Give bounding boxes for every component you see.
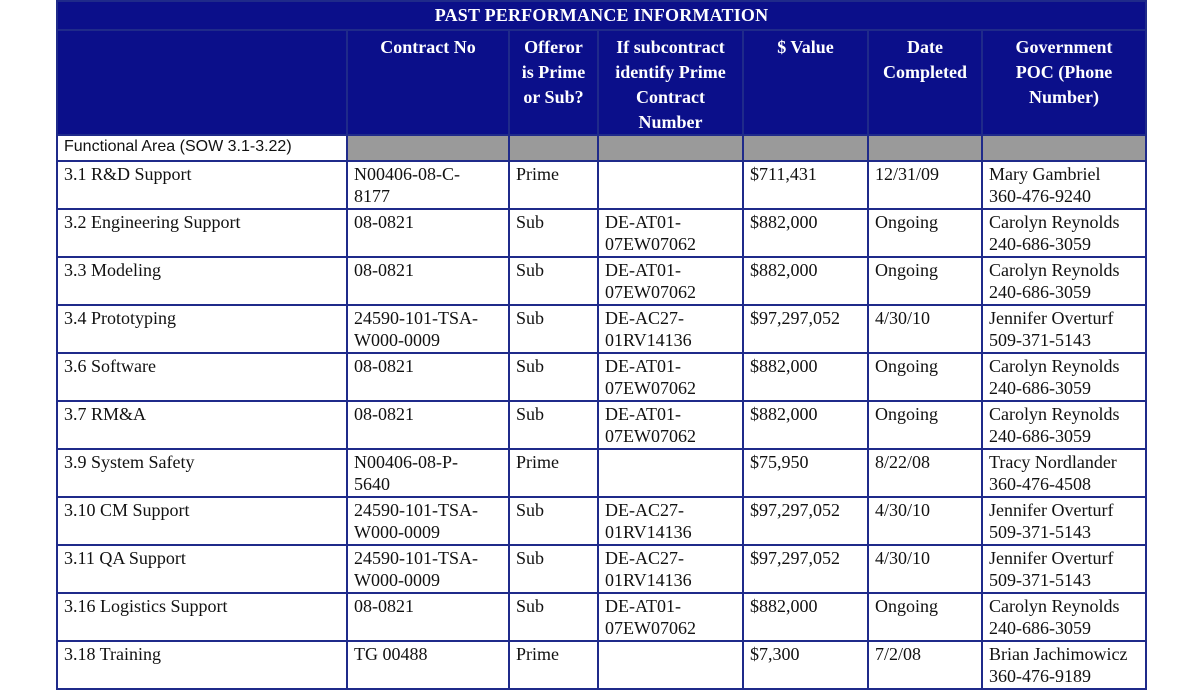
- value-cell: [743, 209, 868, 257]
- government-poc-cell: [982, 545, 1146, 593]
- prime-contract-cell: [598, 449, 743, 497]
- offeror-role-text: Sub: [516, 212, 545, 232]
- date-completed-text: 12/31/09: [875, 164, 940, 184]
- shaded-cell: [347, 135, 509, 161]
- contract-no-line: 24590-101-TSA-: [354, 308, 478, 328]
- prime-contract-cell: [598, 641, 743, 689]
- prime-contract-cell: [598, 353, 743, 401]
- prime-contract-line: 07EW07062: [605, 378, 696, 398]
- header-text-line: Offeror: [524, 37, 583, 57]
- date-completed-cell: [868, 305, 982, 353]
- date-completed-cell: [868, 545, 982, 593]
- value-text: $882,000: [750, 404, 818, 424]
- date-completed-cell: [868, 401, 982, 449]
- functional-area-cell: [57, 161, 347, 209]
- value-text: $97,297,052: [750, 500, 840, 520]
- contract-no-line: W000-0009: [354, 330, 440, 350]
- prime-contract-cell: [598, 401, 743, 449]
- contract-no-cell: [347, 497, 509, 545]
- government-poc-cell: [982, 305, 1146, 353]
- poc-name: Carolyn Reynolds: [989, 596, 1120, 616]
- value-cell: [743, 593, 868, 641]
- date-completed-text: 7/2/08: [875, 644, 922, 664]
- contract-no-line: W000-0009: [354, 522, 440, 542]
- poc-name: Carolyn Reynolds: [989, 212, 1120, 232]
- prime-contract-cell: [598, 209, 743, 257]
- header-text-line: Government: [1015, 37, 1113, 57]
- functional-area-row: [57, 135, 1146, 161]
- contract-no-line: TG 00488: [354, 644, 428, 664]
- header-value: [743, 30, 868, 135]
- prime-contract-line: DE-AT01-: [605, 404, 681, 424]
- shaded-cell: [743, 135, 868, 161]
- functional-area-cell: [57, 305, 347, 353]
- poc-phone: 509-371-5143: [989, 570, 1091, 590]
- value-cell: [743, 401, 868, 449]
- header-text-line: Contract No: [380, 37, 476, 57]
- value-cell: [743, 449, 868, 497]
- poc-name: Carolyn Reynolds: [989, 260, 1120, 280]
- prime-contract-line: DE-AT01-: [605, 212, 681, 232]
- value-text: $7,300: [750, 644, 800, 664]
- date-completed-text: 4/30/10: [875, 308, 931, 328]
- contract-no-cell: [347, 401, 509, 449]
- contract-no-line: W000-0009: [354, 570, 440, 590]
- past-performance-table: [56, 0, 1147, 690]
- prime-contract-line: 07EW07062: [605, 426, 696, 446]
- prime-contract-cell: [598, 545, 743, 593]
- offeror-role-text: Sub: [516, 548, 545, 568]
- contract-no-line: 08-0821: [354, 260, 414, 280]
- value-cell: [743, 305, 868, 353]
- prime-contract-cell: [598, 593, 743, 641]
- functional-area-cell: [57, 401, 347, 449]
- poc-phone: 240-686-3059: [989, 378, 1091, 398]
- date-completed-cell: [868, 449, 982, 497]
- poc-phone: 509-371-5143: [989, 522, 1091, 542]
- poc-phone: 240-686-3059: [989, 282, 1091, 302]
- shaded-cell: [982, 135, 1146, 161]
- contract-no-line: 24590-101-TSA-: [354, 548, 478, 568]
- offeror-role-cell: [509, 161, 598, 209]
- contract-no-line: 8177: [354, 186, 390, 206]
- header-text-line: identify Prime: [615, 62, 726, 82]
- value-cell: [743, 497, 868, 545]
- header-text-line: POC (Phone: [1015, 62, 1113, 82]
- value-text: $882,000: [750, 260, 818, 280]
- date-completed-cell: [868, 257, 982, 305]
- value-cell: [743, 161, 868, 209]
- government-poc-cell: [982, 209, 1146, 257]
- shaded-cell: [868, 135, 982, 161]
- table-row: [57, 545, 1146, 593]
- functional-area-text: 3.7 RM&A: [64, 404, 147, 424]
- header-text-line: $ Value: [777, 37, 834, 57]
- poc-phone: 360-476-9240: [989, 186, 1091, 206]
- offeror-role-text: Sub: [516, 356, 545, 376]
- value-text: $882,000: [750, 356, 818, 376]
- offeror-role-cell: [509, 641, 598, 689]
- poc-name: Jennifer Overturf: [989, 308, 1114, 328]
- header-text-line: Number: [638, 112, 703, 132]
- poc-phone: 240-686-3059: [989, 426, 1091, 446]
- date-completed-text: Ongoing: [875, 212, 938, 232]
- contract-no-cell: [347, 257, 509, 305]
- header-text-line: or Sub?: [523, 87, 584, 107]
- offeror-role-cell: [509, 449, 598, 497]
- table-row: [57, 257, 1146, 305]
- prime-contract-cell: [598, 161, 743, 209]
- functional-area-text: 3.11 QA Support: [64, 548, 186, 568]
- prime-contract-cell: [598, 257, 743, 305]
- value-cell: [743, 641, 868, 689]
- functional-area-cell: [57, 353, 347, 401]
- functional-area-text: 3.9 System Safety: [64, 452, 195, 472]
- contract-no-line: 08-0821: [354, 356, 414, 376]
- contract-no-line: 5640: [354, 474, 390, 494]
- table-row: [57, 401, 1146, 449]
- date-completed-text: 4/30/10: [875, 500, 931, 520]
- functional-area-cell: [57, 497, 347, 545]
- header-contract-no: [347, 30, 509, 135]
- offeror-role-text: Prime: [516, 452, 559, 472]
- government-poc-cell: [982, 497, 1146, 545]
- government-poc-cell: [982, 641, 1146, 689]
- functional-area-cell: [57, 209, 347, 257]
- date-completed-cell: [868, 593, 982, 641]
- date-completed-cell: [868, 209, 982, 257]
- contract-no-line: 08-0821: [354, 212, 414, 232]
- value-text: $75,950: [750, 452, 809, 472]
- table-row: [57, 305, 1146, 353]
- government-poc-cell: [982, 353, 1146, 401]
- date-completed-text: 8/22/08: [875, 452, 931, 472]
- functional-area-cell: [57, 449, 347, 497]
- date-completed-text: Ongoing: [875, 404, 938, 424]
- functional-area-text: 3.10 CM Support: [64, 500, 190, 520]
- shaded-cell: [509, 135, 598, 161]
- prime-contract-line: DE-AT01-: [605, 356, 681, 376]
- poc-name: Jennifer Overturf: [989, 548, 1114, 568]
- header-text-line: Contract: [636, 87, 705, 107]
- table-row: [57, 593, 1146, 641]
- poc-phone: 509-371-5143: [989, 330, 1091, 350]
- poc-name: Carolyn Reynolds: [989, 404, 1120, 424]
- table-row: [57, 209, 1146, 257]
- value-text: $711,431: [750, 164, 817, 184]
- prime-contract-line: 01RV14136: [605, 522, 692, 542]
- value-cell: [743, 545, 868, 593]
- functional-area-cell: [57, 545, 347, 593]
- functional-area-cell: [57, 593, 347, 641]
- offeror-role-cell: [509, 593, 598, 641]
- header-text-line: Date: [907, 37, 943, 57]
- date-completed-text: Ongoing: [875, 596, 938, 616]
- contract-no-cell: [347, 641, 509, 689]
- table-title: PAST PERFORMANCE INFORMATION: [57, 1, 1146, 30]
- offeror-role-text: Prime: [516, 644, 559, 664]
- offeror-role-text: Prime: [516, 164, 559, 184]
- header-text-line: Number): [1029, 87, 1100, 107]
- poc-name: Mary Gambriel: [989, 164, 1101, 184]
- prime-contract-line: 07EW07062: [605, 234, 696, 254]
- poc-name: Carolyn Reynolds: [989, 356, 1120, 376]
- offeror-role-text: Sub: [516, 260, 545, 280]
- date-completed-cell: [868, 353, 982, 401]
- value-text: $97,297,052: [750, 308, 840, 328]
- offeror-role-text: Sub: [516, 308, 545, 328]
- contract-no-cell: [347, 305, 509, 353]
- offeror-role-text: Sub: [516, 404, 545, 424]
- government-poc-cell: [982, 449, 1146, 497]
- value-text: $882,000: [750, 596, 818, 616]
- header-text-line: is Prime: [521, 62, 586, 82]
- functional-area-text: 3.2 Engineering Support: [64, 212, 241, 232]
- prime-contract-line: DE-AC27-: [605, 308, 684, 328]
- header-blank: [57, 30, 347, 135]
- offeror-role-cell: [509, 209, 598, 257]
- date-completed-cell: [868, 641, 982, 689]
- header-text-line: If subcontract: [616, 37, 725, 57]
- functional-area-text: 3.18 Training: [64, 644, 162, 664]
- functional-area-cell: [57, 257, 347, 305]
- table-row: [57, 641, 1146, 689]
- prime-contract-line: DE-AT01-: [605, 596, 681, 616]
- header-date-completed: [868, 30, 982, 135]
- prime-contract-line: 07EW07062: [605, 618, 696, 638]
- offeror-role-text: Sub: [516, 596, 545, 616]
- functional-area-label: Functional Area (SOW 3.1-3.22): [57, 135, 347, 161]
- header-text-line: Completed: [883, 62, 967, 82]
- table-row: [57, 449, 1146, 497]
- offeror-role-cell: [509, 497, 598, 545]
- prime-contract-line: 07EW07062: [605, 282, 696, 302]
- table-body: [57, 161, 1146, 689]
- contract-no-line: N00406-08-C-: [354, 164, 460, 184]
- poc-phone: 360-476-4508: [989, 474, 1091, 494]
- offeror-role-cell: [509, 545, 598, 593]
- date-completed-text: Ongoing: [875, 356, 938, 376]
- contract-no-line: N00406-08-P-: [354, 452, 458, 472]
- header-prime-contract: [598, 30, 743, 135]
- functional-area-text: 3.6 Software: [64, 356, 156, 376]
- poc-name: Jennifer Overturf: [989, 500, 1114, 520]
- date-completed-cell: [868, 497, 982, 545]
- functional-area-text: 3.4 Prototyping: [64, 308, 177, 328]
- poc-name: Tracy Nordlander: [989, 452, 1117, 472]
- contract-no-cell: [347, 161, 509, 209]
- prime-contract-line: DE-AC27-: [605, 500, 684, 520]
- functional-area-text: 3.16 Logistics Support: [64, 596, 228, 616]
- prime-contract-line: 01RV14136: [605, 330, 692, 350]
- offeror-role-cell: [509, 353, 598, 401]
- functional-area-cell: [57, 641, 347, 689]
- value-text: $97,297,052: [750, 548, 840, 568]
- table-row: [57, 353, 1146, 401]
- contract-no-line: 08-0821: [354, 404, 414, 424]
- offeror-role-cell: [509, 305, 598, 353]
- prime-contract-line: DE-AC27-: [605, 548, 684, 568]
- value-cell: [743, 257, 868, 305]
- contract-no-line: 08-0821: [354, 596, 414, 616]
- prime-contract-line: DE-AT01-: [605, 260, 681, 280]
- header-offeror-role: [509, 30, 598, 135]
- table-row: [57, 497, 1146, 545]
- poc-phone: 240-686-3059: [989, 234, 1091, 254]
- government-poc-cell: [982, 161, 1146, 209]
- shaded-cell: [598, 135, 743, 161]
- offeror-role-cell: [509, 257, 598, 305]
- contract-no-cell: [347, 593, 509, 641]
- poc-name: Brian Jachimowicz: [989, 644, 1128, 664]
- functional-area-text: 3.1 R&D Support: [64, 164, 192, 184]
- prime-contract-cell: [598, 497, 743, 545]
- functional-area-text: 3.3 Modeling: [64, 260, 161, 280]
- column-header-row: [57, 30, 1146, 135]
- header-government-poc: [982, 30, 1146, 135]
- value-cell: [743, 353, 868, 401]
- prime-contract-line: 01RV14136: [605, 570, 692, 590]
- government-poc-cell: [982, 401, 1146, 449]
- contract-no-line: 24590-101-TSA-: [354, 500, 478, 520]
- poc-phone: 240-686-3059: [989, 618, 1091, 638]
- poc-phone: 360-476-9189: [989, 666, 1091, 686]
- prime-contract-cell: [598, 305, 743, 353]
- government-poc-cell: [982, 257, 1146, 305]
- offeror-role-cell: [509, 401, 598, 449]
- date-completed-text: 4/30/10: [875, 548, 931, 568]
- contract-no-cell: [347, 545, 509, 593]
- contract-no-cell: [347, 449, 509, 497]
- contract-no-cell: [347, 209, 509, 257]
- date-completed-cell: [868, 161, 982, 209]
- table-row: [57, 161, 1146, 209]
- date-completed-text: Ongoing: [875, 260, 938, 280]
- offeror-role-text: Sub: [516, 500, 545, 520]
- contract-no-cell: [347, 353, 509, 401]
- government-poc-cell: [982, 593, 1146, 641]
- value-text: $882,000: [750, 212, 818, 232]
